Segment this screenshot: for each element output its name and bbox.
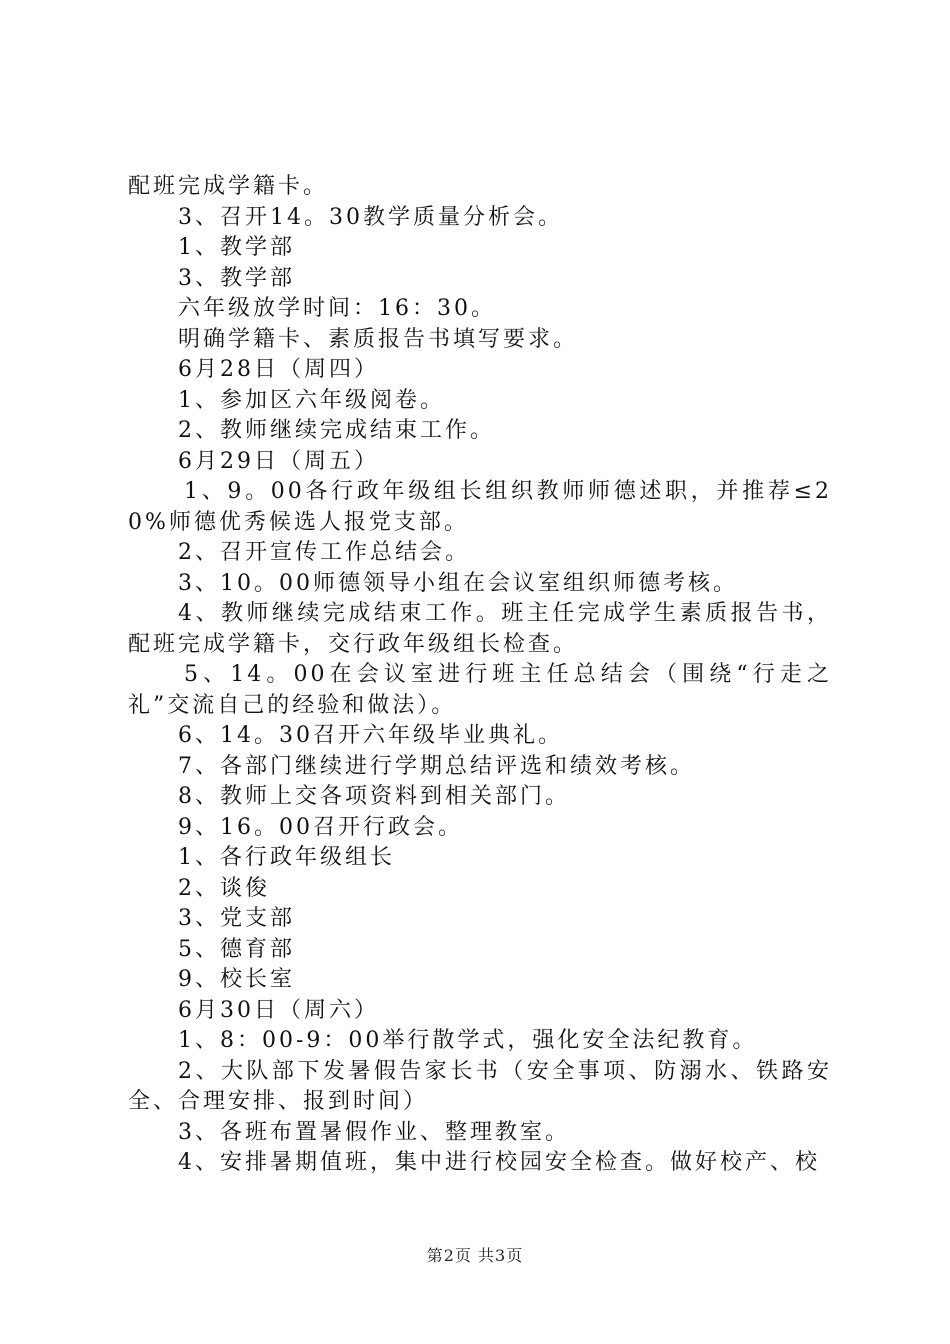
paragraph-line: 7、各部门继续进行学期总结评选和绩效考核。 [178,753,695,779]
paragraph-line: 1、教学部 [178,235,295,260]
paragraph-line: 3、各班布置暑假作业、整理教室。 [178,1119,570,1145]
paragraph-line: 3、党支部 [178,906,295,931]
paragraph-line: 2、大队部下发暑假告家长书（安全事项、防溺水、铁路安全、合理安排、报到时间） [128,1058,832,1114]
paragraph-line: 2、召开宣传工作总结会。 [178,540,470,565]
paragraph-line: 6月30日（周六） [178,997,379,1023]
paragraph-line: 5、德育部 [178,936,295,962]
paragraph-line: 5、14。00在会议室进行班主任总结会（围绕“行走之礼”交流自己的经验和做法）。 [128,662,832,718]
paragraph-line: 3、召开14。30教学质量分析会。 [178,204,563,230]
paragraph-line: 9、校长室 [178,967,295,992]
paragraph-line: 明确学籍卡、素质报告书填写要求。 [178,326,579,352]
paragraph-line: 6月29日（周五） [178,448,379,474]
document-body [128,172,832,1179]
paragraph-line: 1、各行政年级组长 [178,845,395,870]
paragraph-line: 六年级放学时间：16：30。 [178,296,496,321]
paragraph-line: 6、14。30召开六年级毕业典礼。 [178,723,563,748]
page-footer: 第2页 共3页 [426,1246,524,1265]
paragraph-line: 2、教师继续完成结束工作。 [178,418,495,443]
paragraph-line: 配班完成学籍卡。 [128,174,329,199]
paragraph-line: 9、16。00召开行政会。 [178,814,463,840]
paragraph-line: 1、8：00-9：00举行散学式，强化安全法纪教育。 [178,1028,758,1053]
paragraph-line: 1、9。00各行政年级组长组织教师师德述职，并推荐≤20%师德优秀候选人报党支部。 [128,479,832,535]
paragraph-line: 3、教学部 [178,265,295,291]
paragraph-line: 6月28日（周四） [178,357,379,382]
paragraph-line: 2、谈俊 [178,875,270,901]
paragraph-line: 8、教师上交各项资料到相关部门。 [178,784,570,809]
paragraph-line: 1、参加区六年级阅卷。 [178,387,445,413]
paragraph-line: 4、安排暑期值班，集中进行校园安全检查。做好校产、校 [178,1150,820,1175]
paragraph-line: 4、教师继续完成结束工作。班主任完成学生素质报告书，配班完成学籍卡，交行政年级组长检查。 [128,601,832,657]
paragraph-line: 3、10。00师德领导小组在会议室组织师德考核。 [178,570,738,596]
